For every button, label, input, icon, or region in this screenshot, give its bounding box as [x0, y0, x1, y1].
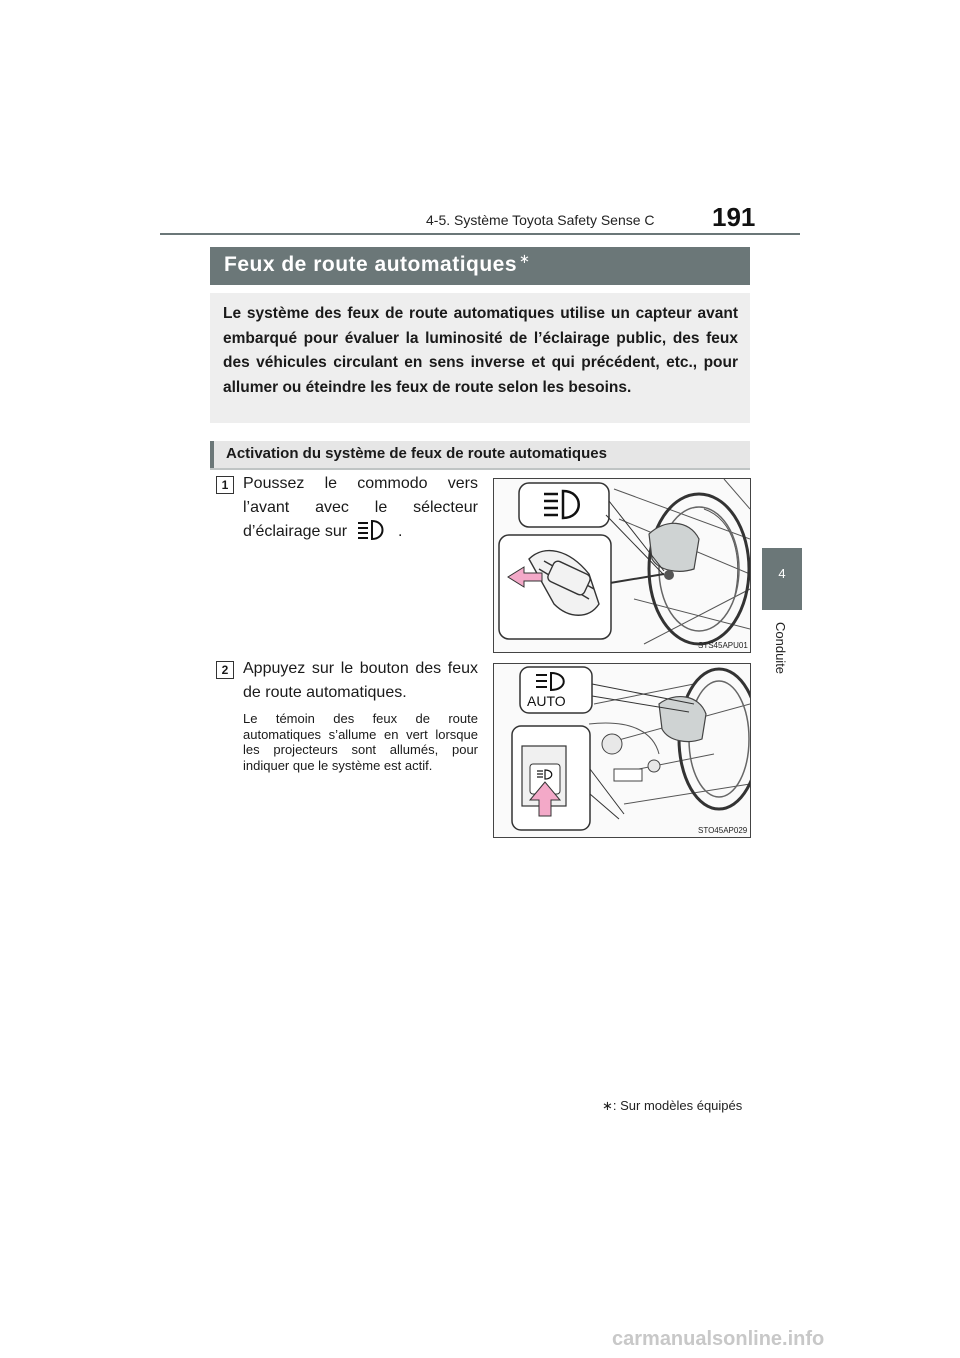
section-title-bar — [210, 247, 750, 285]
header-divider — [160, 233, 800, 235]
intro-box — [210, 293, 750, 423]
figure-2-code: STO45AP029 — [698, 826, 748, 835]
figure-1-code: STS45APU01 — [698, 641, 748, 650]
step-2-note: Le témoin des feux de route automatiques s’allume en vert lorsque les projecteurs sont allumés, pour indiquer que le système est actif. — [243, 711, 478, 773]
step-1-text-main: Poussez le commodo vers l’avant avec le sélecteur d’éclairage sur — [243, 475, 478, 540]
figure-auto-button — [493, 663, 751, 838]
footnote-text: : Sur modèles équipés — [612, 1098, 743, 1113]
chapter-label-text: Conduite — [773, 622, 788, 675]
header-section-title: 4-5. Système Toyota Safety Sense C — [426, 212, 655, 228]
step-2-text: Appuyez sur le bouton des feux de route automatiques. — [243, 660, 478, 701]
subsection-heading: Activation du système de feux de route automatiques — [226, 445, 607, 462]
figure-auto-label: AUTO — [527, 693, 566, 709]
step-1-text — [243, 472, 478, 544]
title-asterisk: ∗ — [519, 251, 531, 266]
figure-headlight-lever — [493, 478, 751, 653]
figure-auto-button-drawing — [494, 664, 750, 837]
site-watermark: carmanualsonline.info — [612, 1328, 825, 1350]
section-title — [224, 253, 530, 277]
intro-text: Le système des feux de route automatiques utilise un capteur avant embarqué pour évaluer la luminosité de l’éclairage public, des feux des véhicules circulant en sens inverse et qui précédent, etc., pour allumer ou éteindre les feux de route selon les besoins. — [223, 305, 738, 396]
step-1-number: 1 — [216, 476, 234, 494]
page-number: 191 — [712, 202, 756, 232]
step-2-number: 2 — [216, 661, 234, 679]
chapter-label — [766, 622, 790, 682]
headlight-icon — [356, 520, 390, 540]
chapter-tab[interactable]: 4 — [762, 548, 802, 610]
subsection-heading-bar — [210, 441, 750, 470]
step-1-text-end: . — [397, 523, 403, 540]
figure-headlight-lever-drawing — [494, 479, 750, 652]
footnote-marker: ∗ — [602, 1098, 613, 1113]
footnote — [602, 1098, 742, 1114]
section-title-text: Feux de route automatiques — [224, 253, 518, 276]
